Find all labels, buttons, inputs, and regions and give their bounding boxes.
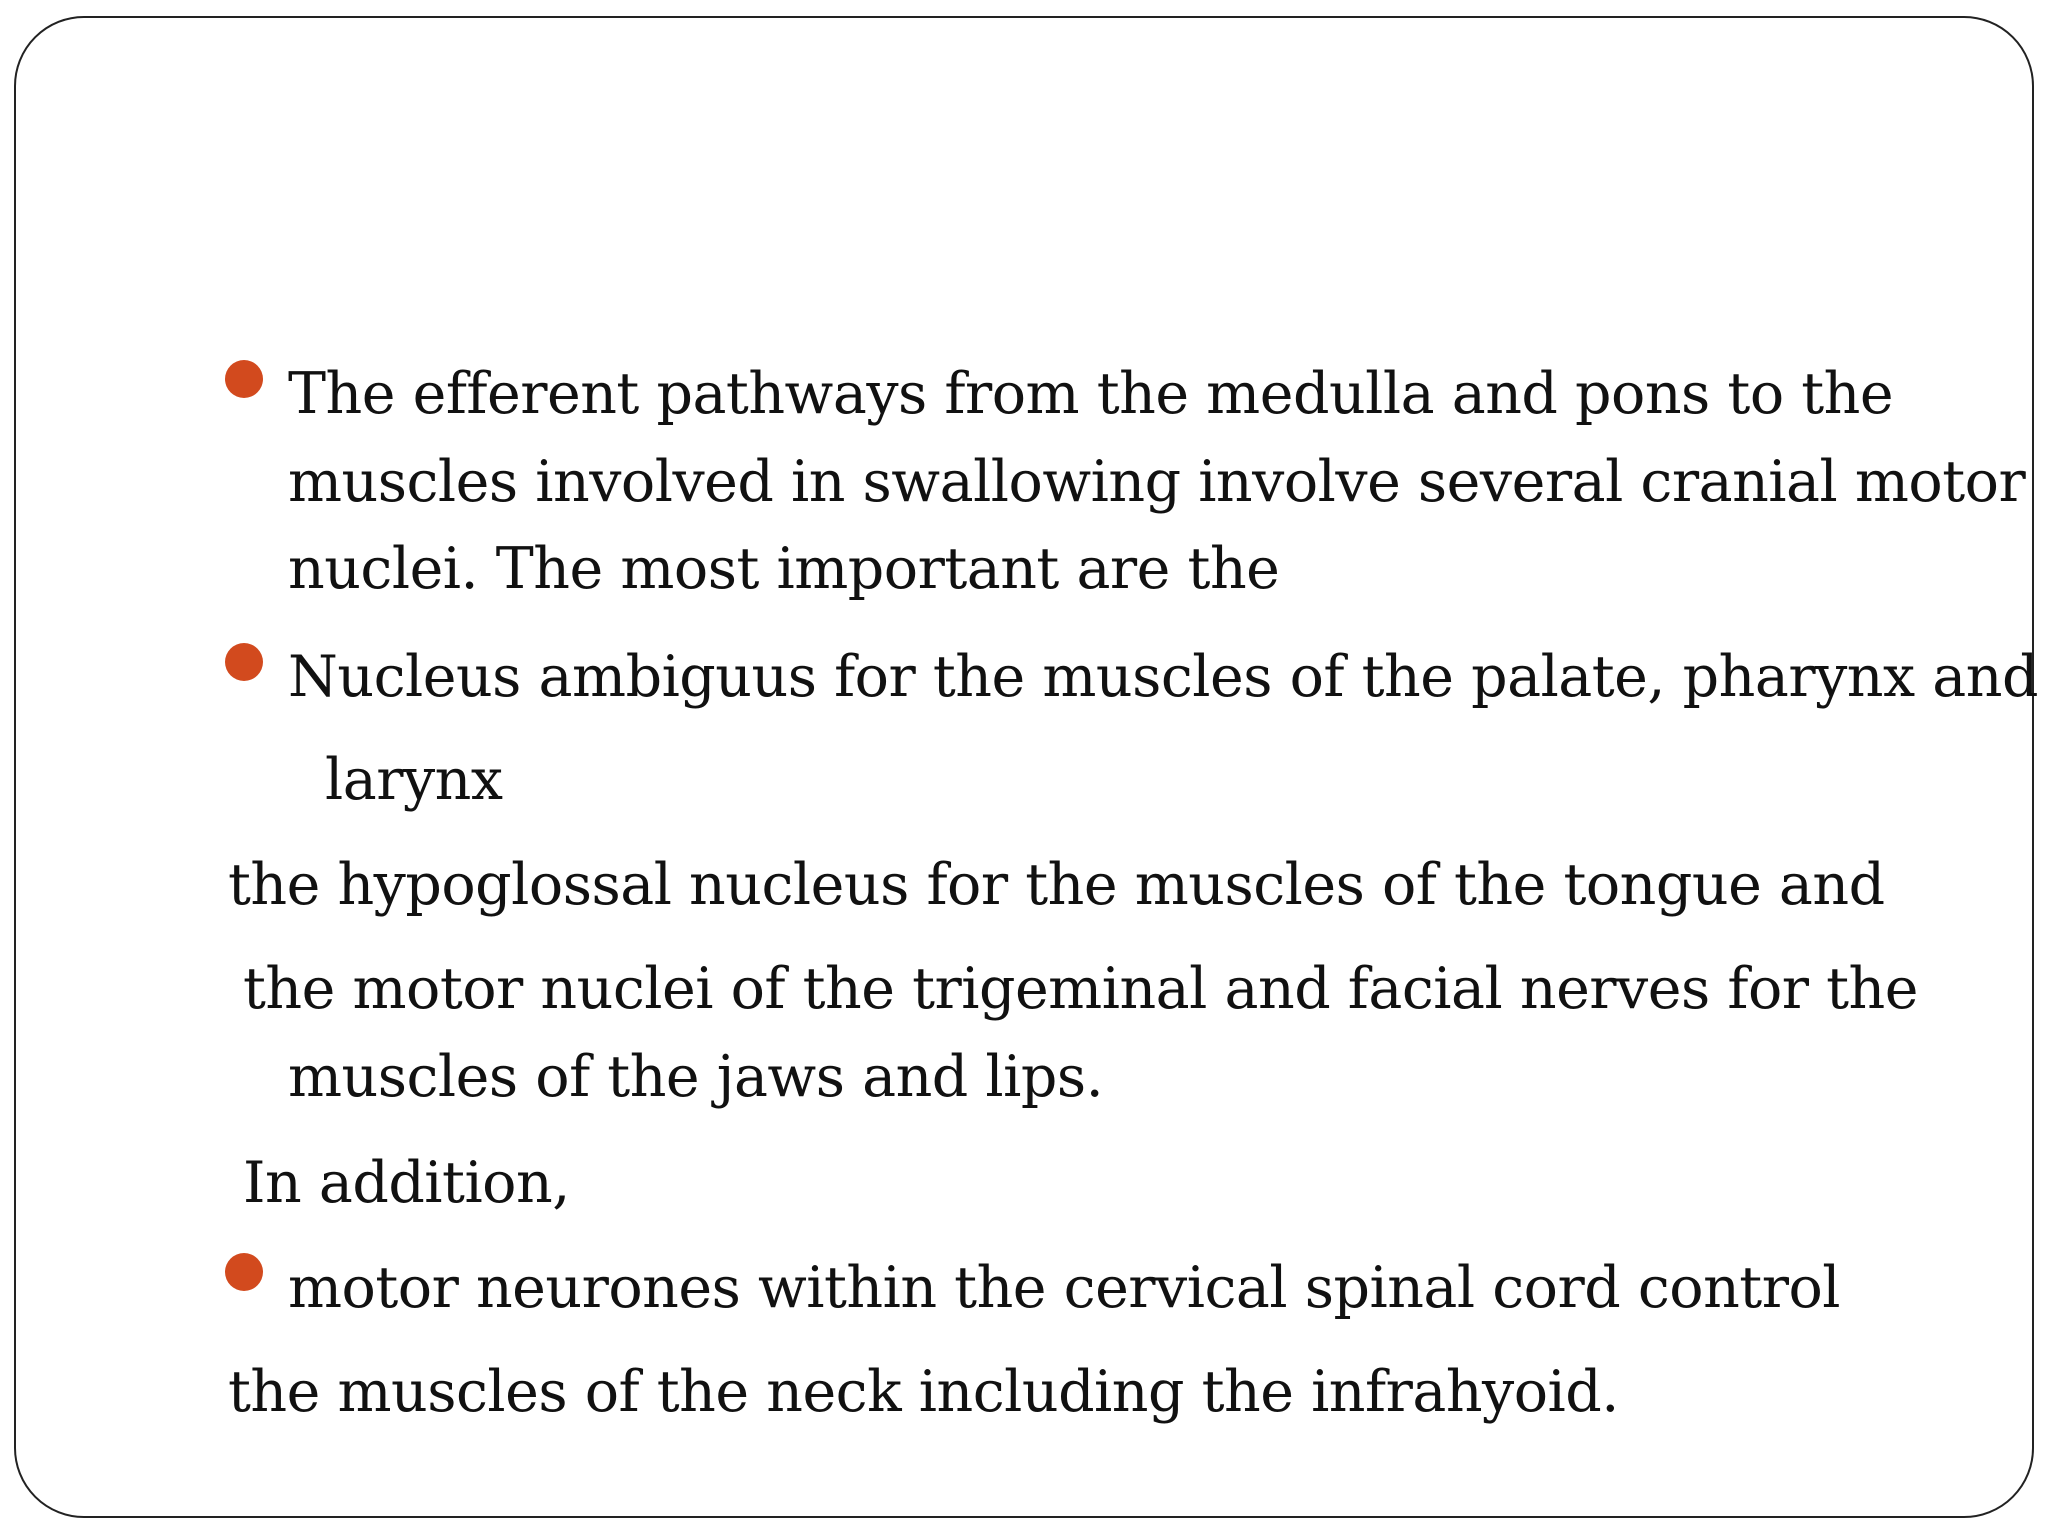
text-line: the motor nuclei of the trigeminal and facial nerves for the bbox=[243, 956, 1918, 1022]
text-line: muscles of the jaws and lips. bbox=[288, 1044, 1104, 1110]
text-line: nuclei. The most important are the bbox=[288, 536, 1280, 602]
bullet-icon bbox=[225, 1253, 263, 1291]
text-line: motor neurones within the cervical spinal cord control bbox=[288, 1255, 1840, 1321]
text-line: Nucleus ambiguus for the muscles of the palate, pharynx and bbox=[288, 644, 2038, 710]
text-line: the muscles of the neck including the infrahyoid. bbox=[228, 1359, 1619, 1425]
text-line: In addition, bbox=[243, 1150, 570, 1216]
text-line: the hypoglossal nucleus for the muscles of the tongue and bbox=[228, 852, 1885, 918]
text-line: muscles involved in swallowing involve several cranial motor bbox=[288, 449, 2026, 515]
text-line: larynx bbox=[325, 747, 503, 813]
text-line: The efferent pathways from the medulla and pons to the bbox=[288, 361, 1894, 427]
bullet-icon bbox=[225, 643, 263, 681]
bullet-icon bbox=[225, 360, 263, 398]
